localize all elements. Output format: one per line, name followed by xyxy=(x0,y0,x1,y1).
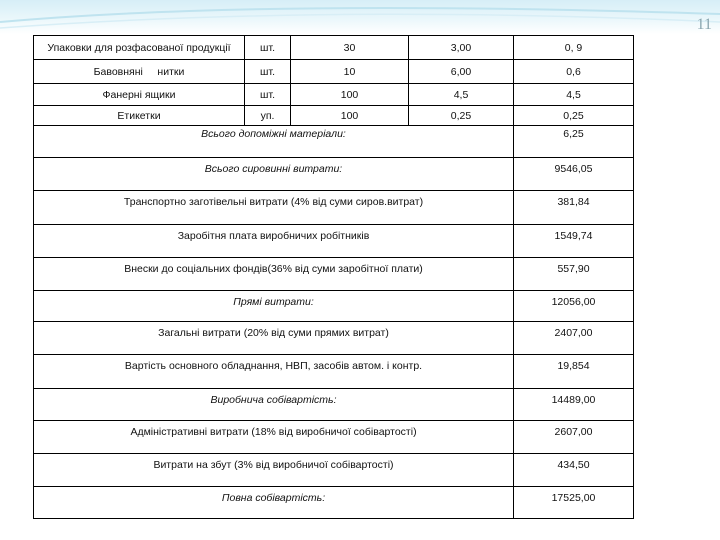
summary-label: Повна собівартість: xyxy=(34,487,514,519)
summary-value: 6,25 xyxy=(514,126,634,158)
table-row xyxy=(34,84,634,106)
summary-value: 14489,00 xyxy=(514,389,634,421)
summary-label: Виробнича собівартість: xyxy=(34,389,514,421)
summary-label: Вартість основного обладнання, НВП, засобів автом. і контр. xyxy=(34,355,514,389)
item-qty: 10 xyxy=(291,60,409,84)
item-price: 3,00 xyxy=(409,36,514,60)
item-unit: шт. xyxy=(245,60,291,84)
summary-row xyxy=(34,126,634,158)
item-sum: 4,5 xyxy=(514,84,634,106)
item-price: 6,00 xyxy=(409,60,514,84)
item-sum: 0,25 xyxy=(514,106,634,126)
summary-label: Витрати на збут (3% від виробничої собівартості) xyxy=(34,454,514,487)
summary-label: Внески до соціальних фондів(36% від суми заробітної плати) xyxy=(34,258,514,291)
item-price: 4,5 xyxy=(409,84,514,106)
summary-label: Всього допоміжні матеріали: xyxy=(34,126,514,158)
summary-row xyxy=(34,322,634,355)
summary-row xyxy=(34,258,634,291)
item-qty: 30 xyxy=(291,36,409,60)
item-name: Фанерні ящики xyxy=(34,84,245,106)
summary-value: 17525,00 xyxy=(514,487,634,519)
item-unit: шт. xyxy=(245,84,291,106)
table-row xyxy=(34,36,634,60)
summary-row xyxy=(34,158,634,191)
item-qty: 100 xyxy=(291,84,409,106)
item-qty: 100 xyxy=(291,106,409,126)
summary-row xyxy=(34,225,634,258)
item-name: Упаковки для розфасованої продукції xyxy=(34,36,245,60)
summary-value: 12056,00 xyxy=(514,291,634,322)
item-sum: 0,6 xyxy=(514,60,634,84)
summary-label: Адміністративні витрати (18% від виробничої собівартості) xyxy=(34,421,514,454)
item-price: 0,25 xyxy=(409,106,514,126)
item-unit: уп. xyxy=(245,106,291,126)
table-row xyxy=(34,60,634,84)
summary-label: Загальні витрати (20% від суми прямих витрат) xyxy=(34,322,514,355)
summary-value: 9546,05 xyxy=(514,158,634,191)
summary-value: 19,854 xyxy=(514,355,634,389)
summary-value: 2607,00 xyxy=(514,421,634,454)
table-row xyxy=(34,106,634,126)
summary-value: 434,50 xyxy=(514,454,634,487)
item-name: Бавовняні нитки xyxy=(34,60,245,84)
summary-value: 381,84 xyxy=(514,191,634,225)
summary-row xyxy=(34,355,634,389)
summary-label: Заробітня плата виробничих робітників xyxy=(34,225,514,258)
summary-row xyxy=(34,421,634,454)
summary-value: 1549,74 xyxy=(514,225,634,258)
summary-label: Всього сировинні витрати: xyxy=(34,158,514,191)
summary-row xyxy=(34,487,634,519)
slide-number: 11 xyxy=(696,16,712,33)
summary-row xyxy=(34,454,634,487)
decorative-swoosh xyxy=(0,0,720,34)
item-unit: шт. xyxy=(245,36,291,60)
summary-label: Транспортно заготівельні витрати (4% від суми сиров.витрат) xyxy=(34,191,514,225)
summary-label: Прямі витрати: xyxy=(34,291,514,322)
summary-row xyxy=(34,191,634,225)
summary-value: 2407,00 xyxy=(514,322,634,355)
item-sum: 0, 9 xyxy=(514,36,634,60)
summary-row xyxy=(34,291,634,322)
cost-table xyxy=(33,35,634,519)
summary-value: 557,90 xyxy=(514,258,634,291)
summary-row xyxy=(34,389,634,421)
item-name: Етикетки xyxy=(34,106,245,126)
